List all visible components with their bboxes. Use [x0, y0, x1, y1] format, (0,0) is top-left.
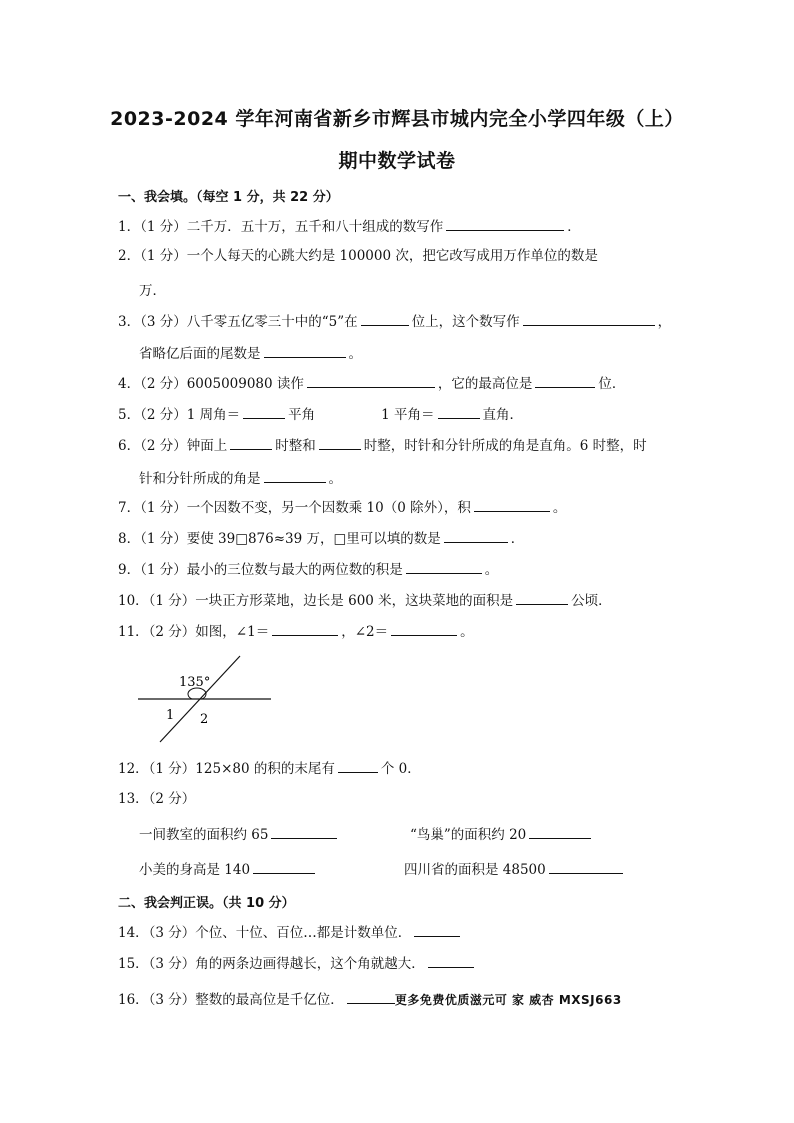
question-2: 2．（1 分）一个人每天的心跳大约是 100000 次，把它改写成用万作单位的数是: [118, 248, 598, 264]
answer-blank[interactable]: [535, 373, 595, 388]
question-6-continued: 针和分针所成的角是 。: [139, 467, 342, 487]
section-heading-fill: 一、我会填。（每空 1 分，共 22 分）: [118, 190, 339, 205]
question-7: 7．（1 分）一个因数不变，另一个因数乘 10（0 除外），积 。: [118, 497, 678, 518]
question-10: 10．（1 分）一块正方形菜地，边长是 600 米，这块菜地的面积是 公顷．: [118, 590, 678, 611]
answer-blank[interactable]: [253, 859, 315, 874]
answer-blank[interactable]: [230, 435, 272, 450]
answer-blank[interactable]: [264, 468, 326, 483]
question-8: 8．（1 分）要使 39□876≈39 万，□里可以填的数是 ．: [118, 528, 678, 549]
question-15: 15．（3 分）角的两条边画得越长，这个角就越大．: [118, 953, 678, 974]
answer-blank[interactable]: [307, 373, 435, 388]
question-5: 5．（2 分）1 周角＝ 平角 1 平角＝ 直角．: [118, 404, 678, 425]
answer-blank[interactable]: [529, 824, 591, 839]
answer-blank[interactable]: [319, 435, 361, 450]
angle-135-label: 135°: [179, 675, 211, 690]
answer-blank[interactable]: [549, 859, 623, 874]
answer-blank[interactable]: [272, 621, 338, 636]
answer-blank[interactable]: [391, 621, 457, 636]
question-3: 3．（3 分）八千零五亿零三十中的“5”在 位上，这个数写作 ，: [118, 311, 678, 332]
question-13: 13．（2 分）: [118, 791, 196, 807]
answer-blank[interactable]: [347, 989, 395, 1004]
angle-1-label: 1: [166, 708, 175, 723]
answer-blank[interactable]: [474, 497, 550, 512]
question-13-c: 小美的身高是 140: [139, 858, 318, 878]
answer-blank[interactable]: [338, 758, 378, 773]
question-1: 1．（1 分）二千万．五十万，五千和八十组成的数写作 ．: [118, 216, 678, 237]
question-2-continued: 万．: [139, 283, 166, 299]
answer-blank[interactable]: [438, 404, 480, 419]
answer-blank[interactable]: [446, 216, 564, 231]
exam-title-line2: 期中数学试卷: [338, 150, 456, 172]
question-13-a: 一间教室的面积约 65: [139, 823, 340, 843]
angle-2-label: 2: [200, 712, 209, 727]
answer-blank[interactable]: [271, 824, 337, 839]
answer-blank[interactable]: [243, 404, 285, 419]
question-6: 6．（2 分）钟面上 时整和 时整，时针和分针所成的角是直角。6 时整，时: [118, 435, 678, 456]
exam-title-line1: 2023-2024 学年河南省新乡市辉县市城内完全小学四年级（上）: [110, 108, 684, 130]
answer-blank[interactable]: [264, 343, 346, 358]
answer-blank[interactable]: [414, 922, 460, 937]
answer-blank[interactable]: [361, 311, 409, 326]
watermark-text: 更多免费优质滋元可 家 威杏 MXSJ663: [394, 993, 622, 1007]
question-13-b: “鸟巢”的面积约 20: [410, 823, 594, 843]
question-11: 11．（2 分）如图，∠1＝ ，∠2＝ 。: [118, 621, 678, 642]
answer-blank[interactable]: [516, 590, 568, 605]
question-9: 9．（1 分）最小的三位数与最大的两位数的积是 。: [118, 559, 678, 580]
question-16: 16．（3 分）整数的最高位是千亿位． 更多免费优质滋元可 家 威杏 MXSJ663: [118, 989, 678, 1010]
answer-blank[interactable]: [523, 311, 655, 326]
angle-figure: [130, 650, 280, 746]
answer-blank[interactable]: [444, 528, 508, 543]
answer-blank[interactable]: [428, 953, 474, 968]
question-3-continued: 省略亿后面的尾数是 。: [139, 342, 362, 362]
question-12: 12．（1 分）125×80 的积的末尾有 个 0．: [118, 758, 678, 779]
answer-blank[interactable]: [406, 559, 482, 574]
question-4: 4．（2 分）6005009080 读作 ，它的最高位是 位．: [118, 373, 678, 394]
section-heading-judge: 二、我会判正误。（共 10 分）: [118, 896, 295, 911]
question-13-d: 四川省的面积是 48500: [404, 858, 626, 878]
question-14: 14．（3 分）个位、十位、百位…都是计数单位．: [118, 922, 678, 943]
